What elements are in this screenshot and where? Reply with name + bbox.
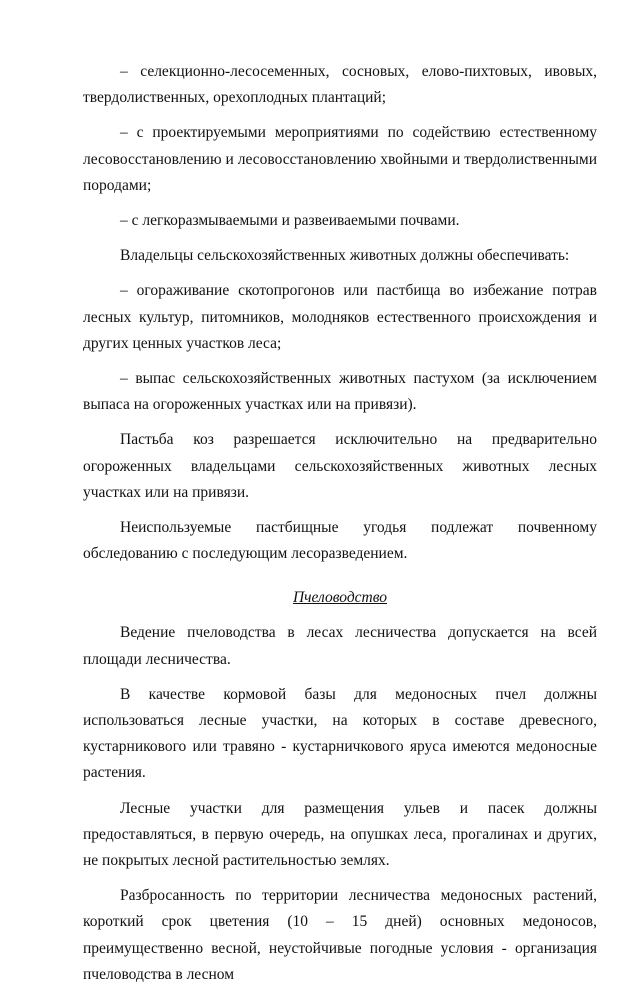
section-heading-beekeeping: Пчеловодство — [292, 589, 388, 607]
paragraph-plantations: – селекционно-лесосеменных, сосновых, елово-пихтовых, ивовых, твердолиственных, орехоплодных плантаций; — [83, 63, 597, 107]
paragraph-shepherd: – выпас сельскохозяйственных животных пастухом (за исключением выпаса на огороженных участках или на привязи). — [83, 370, 597, 414]
paragraph-reforestation: – с проектируемыми мероприятиями по содействию естественному лесовосстановлению и лесовосстановлению хвойными и твердолиственными породами; — [83, 124, 597, 194]
paragraph-owners-duties: Владельцы сельскохозяйственных животных должны обеспечивать: — [120, 247, 570, 265]
paragraph-honey-plants: Разбросанность по территории лесничества медоносных растений, короткий срок цветения (10 – 15 дней) основных медоносов, преимущественно весной, неустойчивые погодные условия - организация пчеловодства в лесном — [83, 887, 597, 983]
paragraph-unused-pastures: Неиспользуемые пастбищные угодья подлежат почвенному обследованию с последующим лесоразведением. — [83, 519, 597, 563]
paragraph-soils: – с легкоразмываемыми и развеиваемыми почвами. — [120, 212, 460, 230]
paragraph-hive-placement: Лесные участки для размещения ульев и пасек должны предоставляться, в первую очередь, на опушках леса, прогалинах и других, не покрытых лесной растительностью землях. — [83, 799, 597, 870]
paragraph-forage-base: В качестве кормовой базы для медоносных пчел должны использоваться лесные участки, на которых в составе древесного, кустарникового или травяно - кустарничкового яруса имеются медоносные растения. — [83, 685, 597, 782]
paragraph-fencing: – огораживание скотопрогонов или пастбища во избежание потрав лесных культур, питомников, молодняков естественного происхождения и других ценных участков леса; — [83, 282, 597, 352]
paragraph-beekeeping-area: Ведение пчеловодства в лесах лесничества допускается на всей площади лесничества. — [83, 624, 597, 668]
paragraph-goats: Пастьба коз разрешается исключительно на предварительно огороженных владельцами сельскохозяйственных животных лесных участках или на привязи. — [83, 431, 597, 501]
